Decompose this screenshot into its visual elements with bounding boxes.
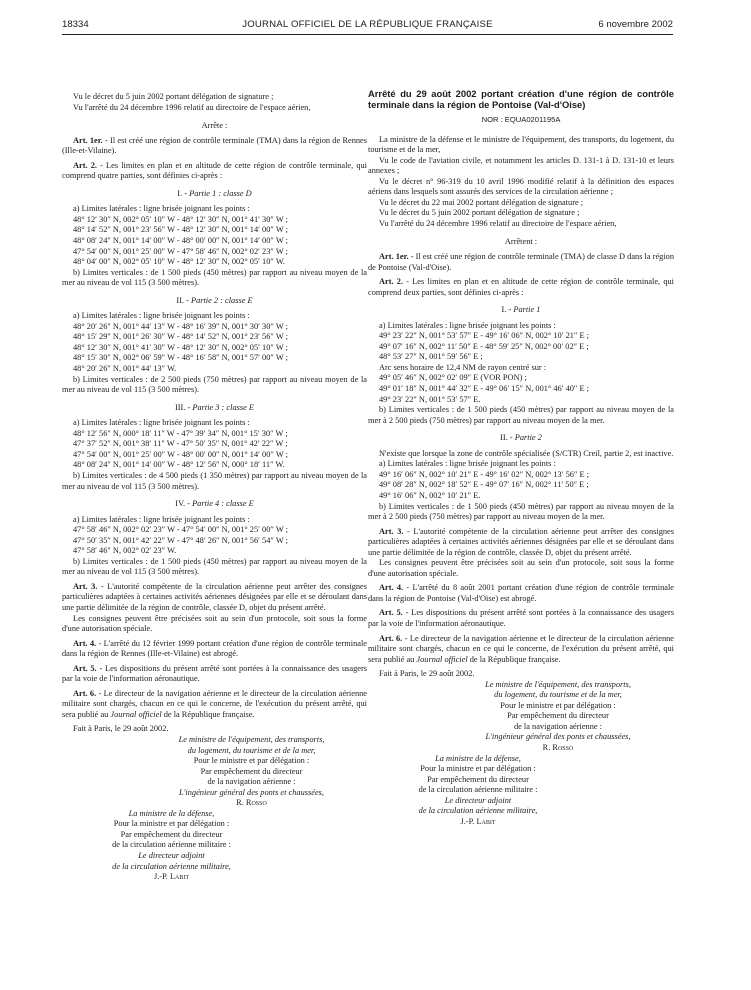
coordinate-line: 48° 12′ 30″ N, 002° 05′ 10″ W - 48° 12′ 30″ N, 001° 41′ 30″ W ; [73,214,288,224]
part-heading: I. - Partie 1 [501,305,541,315]
signature-date: Fait à Paris, le 29 août 2002. [379,669,475,679]
article-3: Art. 3. - L'autorité compétente de la circulation aérienne peut arrêter des consignes particulières adaptées à certaines activités aériennes désignées par elle et se déroulant dans une partie délimitée de la région de contrôle, classée D, objet du présent arrêté. [62,581,368,612]
article-2: Art. 2. - Les limites en plan et en altitude de cette région de contrôle terminale, qui comprend deux parties, sont définies ci-après : [368,277,674,297]
article-label: Art. 4. [73,638,97,648]
lateral-limits: a) Limites latérales : ligne brisée joignant les points : [73,204,250,214]
decree-title: Arrêté du 29 août 2002 portant création d'une région de contrôle terminale dans la région de Pontoise (Val-d'Oise) [368,88,674,110]
signatory-name: R. Rosso [236,798,267,808]
article-4: Art. 4. - L'arrêté du 8 août 2001 portant création d'une région de contrôle terminale dans la région de Pontoise (Val-d'Oise) est abrogé. [368,583,675,603]
page-header [62,18,673,35]
coordinate-line: 49° 05′ 46″ N, 002° 02′ 09″ E (VOR PON) ; [379,373,527,383]
visa: Vu le décret du 5 juin 2002 portant délégation de signature ; [73,92,274,101]
coordinate-line: 47° 54′ 00″ N, 001° 25′ 00″ W - 47° 58′ 46″ N, 002° 02′ 23″ W ; [73,246,288,256]
article-label: Art. 1er. [73,135,103,145]
signatory-name: J.-P. Labit [460,816,496,826]
coordinate-line: 48° 04′ 00″ N, 002° 05′ 10″ W - 48° 12′ 30″ N, 002° 05′ 10″ W. [73,257,286,267]
coordinate-line: 48° 53′ 27″ N, 001° 59′ 56″ E ; [379,352,483,362]
vertical-limits: b) Limites verticales : de 1 500 pieds (450 mètres) par rapport au niveau moyen de la mer à 2 500 pieds (750 mètres) par rapport au niveau moyen de la mer. [368,405,674,425]
article-label: Art. 5. [379,608,403,618]
visa: Vu le décret n° 96-319 du 10 avril 1996 modifié relatif à la définition des espaces aériens dans lesquels sont assurés des services de la circulation aérienne ; [368,176,674,197]
coordinate-line: 49° 16′ 06″ N, 002° 10′ 21″ E. [379,490,481,500]
article-5: Art. 5. - Les dispositions du présent arrêté sont portées à la connaissance des usagers par la voie de l'information aéronautique. [62,663,367,684]
article-2: Art. 2. - Les limites en plan et en altitude de cette région de contrôle terminale, qui comprend quatre parties, sont définies ci-après : [62,160,367,181]
coordinate-line: 48° 08′ 24″ N, 001° 14′ 00″ W - 48° 12′ 56″ N, 000° 18′ 11″ W. [73,460,285,470]
coordinate-line: Arc sens horaire de 12,4 NM de rayon centré sur : [379,362,547,372]
vertical-limits: b) Limites verticales : de 1 500 pieds (450 mètres) par rapport au niveau moyen de la mer à 2 500 pieds (750 mètres) par rapport au niveau moyen de la mer. [368,501,674,522]
coordinate-line: 48° 20′ 26″ N, 001° 44′ 13″ W - 48° 16′ 39″ N, 001° 30′ 30″ W ; [73,321,288,331]
left-column [62,92,367,883]
arrete-heading: Arrêtent : [504,237,538,247]
part-heading: I. - Partie 1 : classe D [177,188,252,198]
part-heading: II. - Partie 2 : classe E [176,295,253,305]
vertical-limits: b) Limites verticales : de 1 500 pieds (450 mètres) par rapport au niveau moyen de la mer au niveau de vol 115 (3 500 mètres). [62,267,367,288]
article-label: Art. 3. [379,526,404,536]
part-heading: II. - Partie 2 [500,433,542,443]
arrete-heading: Arrête : [201,121,228,131]
coordinate-line: 48° 15′ 30″ N, 002° 06′ 59″ W - 48° 16′ 58″ N, 001° 57′ 00″ W ; [73,353,288,363]
article-label: Art. 4. [379,583,404,593]
article-label: Art. 2. [73,160,97,170]
article-6: Art. 6. - Le directeur de la navigation aérienne et le directeur de la circulation aérienne militaire sont chargés, chacun en ce qui le concerne, de l'exécution du présent arrêté, qui sera publié au Journal officiel de la République française. [368,633,675,664]
vertical-limits: b) Limites verticales : de 1 500 pieds (450 mètres) par rapport au niveau moyen de la mer au niveau de vol 115 (3 500 mètres). [62,556,367,577]
coordinate-line: 47° 58′ 46″ N, 002° 02′ 23″ W. [73,546,177,556]
visa: Vu le décret du 22 mai 2002 portant délégation de signature ; [379,197,584,207]
article-5: Art. 5. - Les dispositions du présent arrêté sont portées à la connaissance des usagers par la voie de l'information aéronautique. [368,608,674,628]
coordinate-line: 47° 54′ 00″ N, 001° 25′ 00″ W - 48° 00′ 00″ N, 001° 14′ 00″ W ; [73,449,288,459]
lateral-limits: a) Limites latérales : ligne brisée joignant les points : [73,311,250,321]
coordinate-line: 48° 08′ 24″ N, 001° 14′ 00″ W - 48° 00′ 00″ N, 001° 14′ 00″ W ; [73,236,288,246]
lateral-limits: a) Limites latérales : ligne brisée joignant les points : [379,459,556,469]
coordinate-line: 47° 50′ 35″ N, 001° 42′ 22″ W - 47° 48′ 26″ N, 001° 56′ 54″ W ; [73,535,288,545]
vertical-limits: b) Limites verticales : de 4 500 pieds (1 350 mètres) par rapport au niveau moyen de la mer au niveau de vol 115 (3 500 mètres). [62,470,367,491]
signature-date: Fait à Paris, le 29 août 2002. [73,724,169,734]
lateral-limits: a) Limites latérales : ligne brisée joignant les points : [73,514,250,524]
coordinate-line: 48° 15′ 29″ N, 001° 26′ 30″ W - 48° 14′ 52″ N, 001° 23′ 56″ W ; [73,332,288,342]
article-3-extra: Les consignes peuvent être précisées soit au sein d'un protocole, soit sous la forme d'une autorisation spéciale. [368,558,674,578]
signature-block: La ministre de la défense, Pour la ministre et par délégation : Par empêchement du directeur de la circulation aérienne militaire : Le directeur adjoint de la circulation aérienne militaire, J.-P. Labit [368,754,674,828]
visa: Vu l'arrêté du 24 décembre 1996 relatif au directoire de l'espace aérien, [379,218,617,228]
article-1: Art. 1er. - Il est créé une région de contrôle terminale (TMA) dans la région de Rennes (Ille-et-Vilaine). [62,135,368,156]
signature-block: Le ministre de l'équipement, des transports, du logement, du tourisme et de la mer, Pour le ministre et par délégation : Par empêchement du directeur de la navigation aérienne : L'ingénieur général des ponts et chaussées, R. Rosso [368,680,674,754]
article-label: Art. 6. [379,633,403,643]
lateral-limits: a) Limites latérales : ligne brisée joignant les points : [73,418,250,428]
coordinate-line: 49° 23′ 22″ N, 001° 53′ 57″ E. [379,394,481,404]
article-label: Art. 5. [73,663,97,673]
visa: Vu le décret du 5 juin 2002 portant délégation de signature ; [379,208,580,218]
coordinate-line: 48° 14′ 52″ N, 001° 23′ 56″ W - 48° 12′ 30″ N, 001° 14′ 00″ W ; [73,225,288,235]
coordinate-line: 49° 07′ 16″ N, 002° 11′ 50″ E - 48° 59′ 25″ N, 002° 00′ 02″ E ; [379,341,589,351]
issue-date: 6 novembre 2002 [598,19,673,30]
article-label: Art. 6. [73,688,97,698]
article-label: Art. 3. [73,581,98,591]
article-3-extra: Les consignes peuvent être précisées soit au sein d'un protocole, soit sous la forme d'une autorisation spéciale. [62,613,367,634]
right-column [368,88,674,827]
signatory-name: J.-P. Labit [153,872,190,882]
coordinate-line: 48° 20′ 26″ N, 001° 44′ 13″ W. [73,364,177,374]
coordinate-line: 49° 16′ 06″ N, 002° 10′ 21″ E - 49° 16′ 02″ N, 002° 13′ 56″ E ; [379,469,589,479]
article-1: Art. 1er. - Il est créé une région de contrôle terminale (TMA) de classe D dans la région de Pontoise (Val-d'Oise). [368,252,675,272]
coordinate-line: 48° 12′ 56″ N, 000° 18′ 11″ W - 47° 39′ 34″ N, 001° 15′ 30″ W ; [73,428,288,438]
article-6: Art. 6. - Le directeur de la navigation aérienne et le directeur de la circulation aérienne militaire sont chargés, chacun en ce qui le concerne, de l'exécution du présent arrêté, qui sera publié au Journal officiel de la République française. [62,688,367,719]
part-heading: III. - Partie 3 : classe E [174,402,254,412]
coordinate-line: 48° 12′ 30″ N, 001° 41′ 30″ W - 48° 12′ 30″ N, 002° 05′ 10″ W ; [73,342,288,352]
part-note: N'existe que lorsque la zone de contrôle spécialisée (S/CTR) Creil, partie 2, est inactive. [379,448,674,458]
part-heading: IV. - Partie 4 : classe E [175,499,254,509]
signature-block: La ministre de la défense, Pour la ministre et par délégation : Par empêchement du directeur de la circulation aérienne militaire : Le directeur adjoint de la circulation aérienne militaire, J.-P. Labit [62,809,367,883]
signature-block: Le ministre de l'équipement, des transports, du logement, du tourisme et de la mer, Pour le ministre et par délégation : Par empêchement du directeur de la navigation aérienne : L'ingénieur général des ponts et chaussées, R. Rosso [62,735,367,809]
visa: Vu l'arrêté du 24 décembre 1996 relatif au directoire de l'espace aérien, [73,102,311,112]
lateral-limits: a) Limites latérales : ligne brisée joignant les points : [379,320,556,330]
visa: Vu le code de l'aviation civile, et notamment les articles D. 131-1 à D. 131-10 et leurs annexes ; [368,155,674,176]
coordinate-line: 49° 01′ 18″ N, 001° 44′ 32″ E - 49° 06′ 15″ N, 001° 46′ 40″ E ; [379,384,589,394]
preamble: La ministre de la défense et le ministre de l'équipement, des transports, du logement, du tourisme et de la mer, [368,134,674,155]
page-number: 18334 [62,19,89,30]
signatory-name: R. Rosso [542,742,574,752]
article-3: Art. 3. - L'autorité compétente de la circulation aérienne peut arrêter des consignes particulières adaptées à certaines activités aériennes désignées par elle et se déroulant dans une partie délimitée de la région de contrôle, classée D, objet du présent arrêté. [368,526,674,557]
coordinate-line: 49° 23′ 22″ N, 001° 53′ 57″ E - 49° 16′ 06″ N, 002° 10′ 21″ E ; [379,331,589,341]
coordinate-line: 49° 08′ 28″ N, 002° 18′ 52″ E - 49° 07′ 16″ N, 002° 11′ 50″ E ; [379,480,589,490]
article-label: Art. 2. [379,277,404,287]
coordinate-line: 47° 37′ 52″ N, 001° 38′ 11″ W - 47° 50′ 35″ N, 001° 42′ 22″ W ; [73,439,288,449]
coordinate-line: 47° 58′ 46″ N, 002° 02′ 23″ W - 47° 54′ 00″ N, 001° 25′ 00″ W ; [73,525,288,535]
article-4: Art. 4. - L'arrêté du 12 février 1999 portant création d'une région de contrôle terminale dans la région de Rennes (Ille-et-Vilaine) est abrogé. [62,638,367,659]
journal-title: JOURNAL OFFICIEL DE LA RÉPUBLIQUE FRANÇAISE [242,19,493,30]
article-label: Art. 1er. [379,252,409,262]
vertical-limits: b) Limites verticales : de 2 500 pieds (750 mètres) par rapport au niveau moyen de la mer au niveau de vol 115 (3 500 mètres). [62,374,367,395]
nor-reference: NOR : EQUA0201195A [481,115,561,124]
